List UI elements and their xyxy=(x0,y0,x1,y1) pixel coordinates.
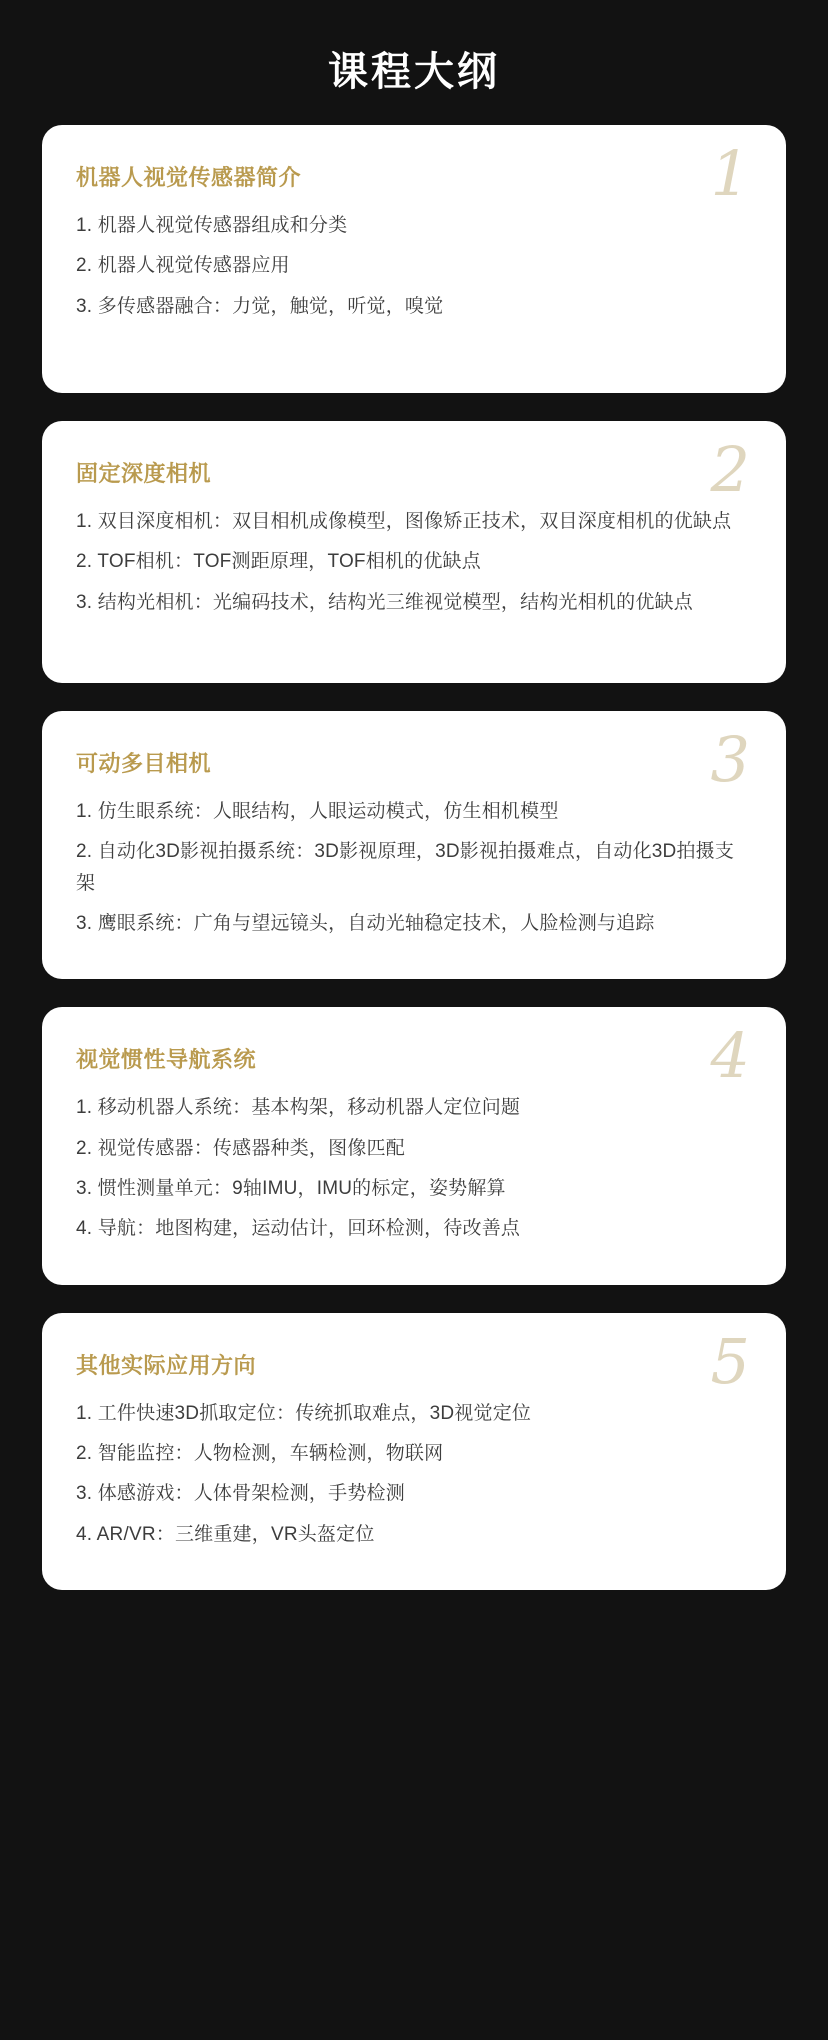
card-number: 3 xyxy=(710,723,750,796)
list-item: 1. 双目深度相机：双目相机成像模型，图像矫正技术，双目深度相机的优缺点 xyxy=(76,511,732,532)
outline-card xyxy=(42,1313,786,1590)
outline-card xyxy=(42,1007,786,1284)
list-item: 2. TOF相机：TOF测距原理，TOF相机的优缺点 xyxy=(76,551,481,573)
outline-card xyxy=(42,421,786,683)
card-number: 4 xyxy=(710,1019,750,1093)
list-item: 1. 工件快速3D抓取定位：传统抓取难点，3D视觉定位 xyxy=(76,1402,532,1424)
list-item: 3. 多传感器融合：力觉，触觉，听觉，嗅觉 xyxy=(76,295,444,317)
list-item: 3. 结构光相机：光编码技术，结构光三维视觉模型，结构光相机的优缺点 xyxy=(76,591,693,613)
list-item: 1. 机器人视觉传感器组成和分类 xyxy=(76,215,348,236)
list-item: 3. 体感游戏：人体骨架检测，手势检测 xyxy=(76,1483,405,1505)
card-item-list xyxy=(76,796,752,939)
card-title: 机器人视觉传感器简介 xyxy=(76,165,302,190)
card-number: 5 xyxy=(710,1324,750,1398)
card-title: 可动多目相机 xyxy=(76,751,212,776)
card-title: 固定深度相机 xyxy=(76,461,212,486)
card-number: 1 xyxy=(710,137,750,210)
card-item-list xyxy=(76,1092,752,1244)
outline-card-list xyxy=(0,125,828,1590)
list-item: 1. 移动机器人系统：基本构架，移动机器人定位问题 xyxy=(76,1097,521,1119)
list-item: 2. 自动化3D影视拍摄系统：3D影视原理，3D影视拍摄难点，自动化3D拍摄支架 xyxy=(76,841,735,894)
card-item-list xyxy=(76,1398,752,1550)
list-item: 4. 导航：地图构建，运动估计，回环检测，待改善点 xyxy=(76,1218,521,1240)
card-item-list xyxy=(76,506,752,618)
card-item-list xyxy=(76,210,752,322)
outline-card xyxy=(42,711,786,979)
list-item: 2. 机器人视觉传感器应用 xyxy=(76,255,290,277)
list-item: 3. 鹰眼系统：广角与望远镜头，自动光轴稳定技术，人脸检测与追踪 xyxy=(76,913,655,935)
list-item: 1. 仿生眼系统：人眼结构，人眼运动模式，仿生相机模型 xyxy=(76,801,559,822)
page-title: 课程大纲 xyxy=(328,50,500,94)
list-item: 4. AR/VR：三维重建，VR头盔定位 xyxy=(76,1523,375,1545)
list-item: 2. 智能监控：人物检测，车辆检测，物联网 xyxy=(76,1443,444,1465)
card-number: 2 xyxy=(710,433,750,506)
list-item: 2. 视觉传感器：传感器种类，图像匹配 xyxy=(76,1137,405,1159)
list-item: 3. 惯性测量单元：9轴IMU，IMU的标定，姿势解算 xyxy=(76,1178,506,1200)
card-title: 其他实际应用方向 xyxy=(76,1352,257,1378)
outline-card xyxy=(42,125,786,393)
card-title: 视觉惯性导航系统 xyxy=(76,1047,257,1073)
